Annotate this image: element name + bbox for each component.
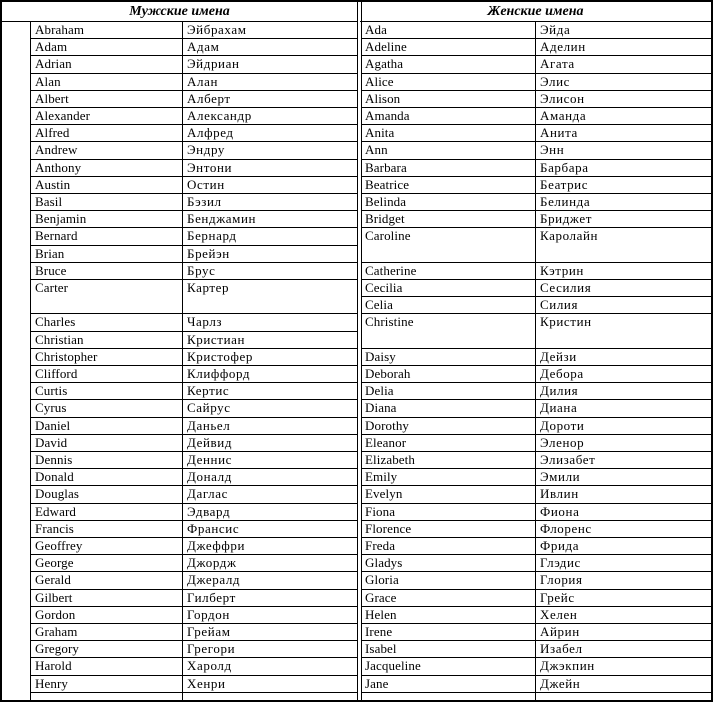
male-english-name: Carter: [31, 280, 182, 314]
female-russian-name: Элизабет: [536, 452, 711, 469]
female-russian-name: Агата: [536, 56, 711, 73]
male-english-name: Albert: [31, 91, 182, 108]
female-russian-name: Дейзи: [536, 349, 711, 366]
male-russian-name: Кристофер: [183, 349, 357, 366]
male-russian-name: Эйбрахам: [183, 22, 357, 39]
female-russian-name: Анита: [536, 125, 711, 142]
male-russian-name: Бенджамин: [183, 211, 357, 228]
female-russian-name: Грейс: [536, 590, 711, 607]
male-english-name: Abraham: [31, 22, 182, 39]
male-russian-name: Алан: [183, 74, 357, 91]
female-english-name: Isabel: [361, 641, 535, 658]
male-english-name: Alan: [31, 74, 182, 91]
male-names-header: Мужские имена: [2, 2, 357, 22]
male-russian-name: Остин: [183, 177, 357, 194]
male-english-name: Benjamin: [31, 211, 182, 228]
male-russian-name: Алфред: [183, 125, 357, 142]
male-russian-name: Харолд: [183, 658, 357, 675]
female-english-name: Bridget: [361, 211, 535, 228]
female-russian-name: Флоренс: [536, 521, 711, 538]
female-english-name: Belinda: [361, 194, 535, 211]
male-russian-name: Кертис: [183, 383, 357, 400]
female-english-name: Alison: [361, 91, 535, 108]
male-russian-name: Доналд: [183, 469, 357, 486]
male-english-name: Christian: [31, 332, 182, 349]
male-russian-name: Александр: [183, 108, 357, 125]
male-russian-name: Хенри: [183, 676, 357, 693]
male-russian-name: Адам: [183, 39, 357, 56]
male-english-name: Brian: [31, 246, 182, 263]
female-russian-name: Белинда: [536, 194, 711, 211]
male-russian-name: Чарлз: [183, 314, 357, 331]
female-english-name: Cecilia: [361, 280, 535, 297]
male-russian-name: Картер: [183, 280, 357, 314]
female-russian-name: Кэтрин: [536, 263, 711, 280]
female-russian-name: Айрин: [536, 624, 711, 641]
male-russian-name: Брус: [183, 263, 357, 280]
female-russian-name: Глория: [536, 572, 711, 589]
male-english-name: Henry: [31, 676, 182, 693]
male-russian-name: Алберт: [183, 91, 357, 108]
male-russian-name: Грейам: [183, 624, 357, 641]
male-english-name: Basil: [31, 194, 182, 211]
female-russian-name: Эмили: [536, 469, 711, 486]
female-english-name: Freda: [361, 538, 535, 555]
male-english-name: Francis: [31, 521, 182, 538]
male-english-name: Alfred: [31, 125, 182, 142]
male-english-name: Andrew: [31, 142, 182, 159]
male-russian-name: Деннис: [183, 452, 357, 469]
male-english-name: Austin: [31, 177, 182, 194]
male-russian-name: Грегори: [183, 641, 357, 658]
female-english-name: Deborah: [361, 366, 535, 383]
female-russian-name: Ивлин: [536, 486, 711, 503]
male-english-name: Daniel: [31, 418, 182, 435]
male-english-name: Bernard: [31, 228, 182, 245]
male-russian-name: Гилберт: [183, 590, 357, 607]
female-russian-name: Кристин: [536, 314, 711, 348]
female-english-name: Ann: [361, 142, 535, 159]
female-english-name: Beatrice: [361, 177, 535, 194]
female-russian-name: Дилия: [536, 383, 711, 400]
female-russian-name: Джэкпин: [536, 658, 711, 675]
male-english-name: Donald: [31, 469, 182, 486]
male-english-name: Gilbert: [31, 590, 182, 607]
female-english-name: Alice: [361, 74, 535, 91]
male-russian-name: Джордж: [183, 555, 357, 572]
female-russian-name: Аделин: [536, 39, 711, 56]
female-english-name: Jane: [361, 676, 535, 693]
male-russian-name: Гордон: [183, 607, 357, 624]
female-english-name: Grace: [361, 590, 535, 607]
female-english-name: Caroline: [361, 228, 535, 262]
female-english-name: Ada: [361, 22, 535, 39]
female-english-name: Daisy: [361, 349, 535, 366]
female-russian-name: Изабел: [536, 641, 711, 658]
female-english-name: Anita: [361, 125, 535, 142]
female-english-name: Delia: [361, 383, 535, 400]
female-english-name: Gladys: [361, 555, 535, 572]
female-russian-name: Фиона: [536, 504, 711, 521]
male-russian-name: Эйдриан: [183, 56, 357, 73]
male-russian-name: Франсис: [183, 521, 357, 538]
male-english-name: Cyrus: [31, 400, 182, 417]
female-english-name: Irene: [361, 624, 535, 641]
male-english-name: Curtis: [31, 383, 182, 400]
male-english-name: Gordon: [31, 607, 182, 624]
female-russian-name: Дороти: [536, 418, 711, 435]
male-russian-name: Бэзил: [183, 194, 357, 211]
female-russian-name: Сесилия: [536, 280, 711, 297]
female-russian-name: Эленор: [536, 435, 711, 452]
male-english-name: Harold: [31, 658, 182, 675]
female-russian-name: Элис: [536, 74, 711, 91]
male-russian-name: Даньел: [183, 418, 357, 435]
female-russian-name: Энн: [536, 142, 711, 159]
male-english-name: George: [31, 555, 182, 572]
male-russian-name: Даглас: [183, 486, 357, 503]
male-english-name: Bruce: [31, 263, 182, 280]
male-russian-name: Дейвид: [183, 435, 357, 452]
male-english-name: Clifford: [31, 366, 182, 383]
female-english-name: Catherine: [361, 263, 535, 280]
female-english-name: Emily: [361, 469, 535, 486]
female-russian-name: Глэдис: [536, 555, 711, 572]
female-russian-name: Джейн: [536, 676, 711, 693]
female-names-header: Женские имена: [360, 2, 711, 22]
male-russian-name: Сайрус: [183, 400, 357, 417]
male-english-name: Anthony: [31, 160, 182, 177]
male-russian-name: Кристиан: [183, 332, 357, 349]
male-english-name: Gregory: [31, 641, 182, 658]
male-russian-name: Бернард: [183, 228, 357, 245]
female-russian-name: Элисон: [536, 91, 711, 108]
female-russian-name: Эйда: [536, 22, 711, 39]
female-russian-name: Диана: [536, 400, 711, 417]
female-english-name: Eleanor: [361, 435, 535, 452]
male-english-name: Graham: [31, 624, 182, 641]
male-english-name: Gerald: [31, 572, 182, 589]
male-english-name: Geoffrey: [31, 538, 182, 555]
female-russian-name: Фрида: [536, 538, 711, 555]
male-russian-name: Брейэн: [183, 246, 357, 263]
female-english-name: Barbara: [361, 160, 535, 177]
female-english-name: Helen: [361, 607, 535, 624]
male-english-name: Christopher: [31, 349, 182, 366]
female-russian-name: Силия: [536, 297, 711, 314]
male-russian-name: Клиффорд: [183, 366, 357, 383]
female-russian-name: Бриджет: [536, 211, 711, 228]
female-russian-name: Беатрис: [536, 177, 711, 194]
female-english-name: Gloria: [361, 572, 535, 589]
female-russian-name: Хелен: [536, 607, 711, 624]
male-english-name: Dennis: [31, 452, 182, 469]
female-russian-name: Аманда: [536, 108, 711, 125]
male-english-name: Charles: [31, 314, 182, 331]
male-english-name: David: [31, 435, 182, 452]
female-russian-name: Каролайн: [536, 228, 711, 262]
male-english-name: Edward: [31, 504, 182, 521]
male-english-name: Douglas: [31, 486, 182, 503]
male-russian-name: Энтони: [183, 160, 357, 177]
female-english-name: Amanda: [361, 108, 535, 125]
male-russian-name: Джералд: [183, 572, 357, 589]
female-russian-name: Дебора: [536, 366, 711, 383]
female-english-name: Florence: [361, 521, 535, 538]
male-english-name: Adam: [31, 39, 182, 56]
female-english-name: Fiona: [361, 504, 535, 521]
male-russian-name: Эндру: [183, 142, 357, 159]
female-english-name: Diana: [361, 400, 535, 417]
female-english-name: Elizabeth: [361, 452, 535, 469]
female-english-name: Dorothy: [361, 418, 535, 435]
male-english-name: Alexander: [31, 108, 182, 125]
female-english-name: Adeline: [361, 39, 535, 56]
female-english-name: Jacqueline: [361, 658, 535, 675]
female-english-name: Evelyn: [361, 486, 535, 503]
male-english-name: Adrian: [31, 56, 182, 73]
female-english-name: Agatha: [361, 56, 535, 73]
male-russian-name: Джеффри: [183, 538, 357, 555]
female-russian-name: Барбара: [536, 160, 711, 177]
male-russian-name: Эдвард: [183, 504, 357, 521]
female-english-name: Celia: [361, 297, 535, 314]
female-english-name: Christine: [361, 314, 535, 348]
